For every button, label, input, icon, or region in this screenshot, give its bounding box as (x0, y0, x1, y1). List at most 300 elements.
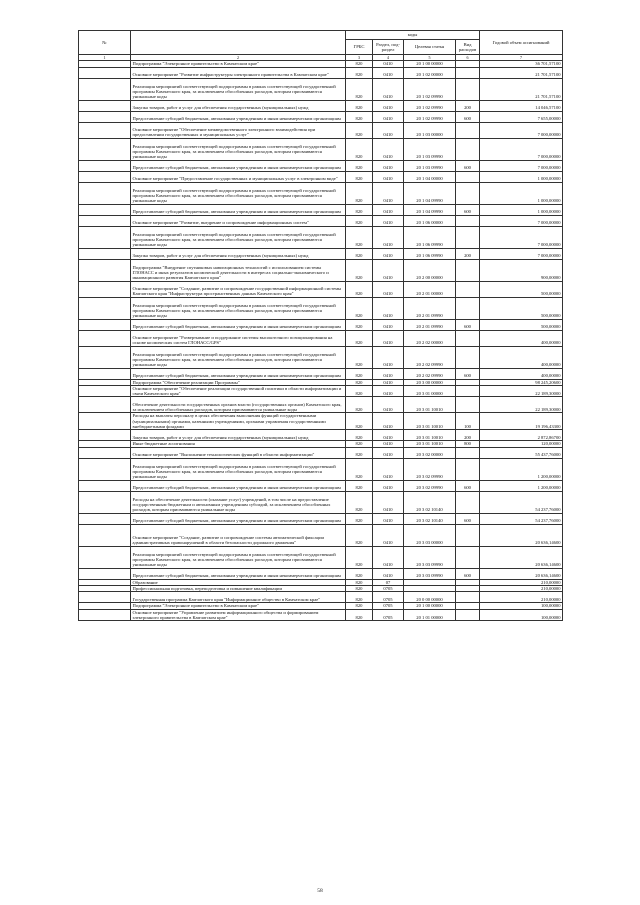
name-cell: Обеспечение деятельности государственных органов власти (государственных органов) Камчатского края, за исключением обособленных расходов, которым присваиваются уникальные коды (131, 397, 346, 413)
section-cell: 0410 (373, 171, 404, 182)
sum-cell: 19 196,43300 (480, 413, 563, 430)
header-section: Раздел, под-раздел (373, 40, 404, 55)
grbs-cell: 820 (346, 579, 373, 585)
target-cell: 20 3 03 00000 (404, 524, 456, 546)
sum-cell: 20 636,14600 (480, 524, 563, 546)
header-codes: коды (346, 31, 480, 40)
exptype-cell: 600 (456, 319, 480, 330)
grbs-cell: 820 (346, 100, 373, 111)
section-cell: 0410 (373, 122, 404, 138)
exptype-cell (456, 330, 480, 346)
target-cell: 20 1 04 09990 (404, 182, 456, 204)
target-cell: 20 2 01 09990 (404, 319, 456, 330)
name-cell: Основное мероприятие "Управление развитием информационного общества и формированием электронного правительства в Камчатском крае" (131, 609, 346, 621)
num-cell (79, 122, 131, 138)
section-cell: 0410 (373, 330, 404, 346)
exptype-cell (456, 122, 480, 138)
section-cell: 0410 (373, 568, 404, 579)
name-cell: Закупка товаров, работ и услуг для обеспечения государственных (муниципальных) нужд (131, 100, 346, 111)
sum-cell: 7 000,00000 (480, 226, 563, 248)
name-cell: Основное мероприятие "Выполнение технологических функций в области информатизации" (131, 447, 346, 458)
sum-cell: 900,00000 (480, 259, 563, 281)
section-cell: 0410 (373, 226, 404, 248)
name-cell: Иные бюджетные ассигнования (131, 441, 346, 447)
num-cell (79, 609, 131, 621)
exptype-cell (456, 259, 480, 281)
section-cell: 0410 (373, 61, 404, 67)
sum-cell: 55 437,76000 (480, 447, 563, 458)
table-row (79, 592, 563, 603)
table-row (79, 458, 563, 480)
grbs-cell: 820 (346, 447, 373, 458)
num-cell (79, 171, 131, 182)
target-cell: 20 1 04 09990 (404, 204, 456, 215)
target-cell: 20 1 02 00000 (404, 67, 456, 78)
table-row (79, 204, 563, 215)
section-cell: 0410 (373, 379, 404, 385)
section-cell: 0410 (373, 524, 404, 546)
table-row (79, 281, 563, 297)
exptype-cell (456, 226, 480, 248)
section-cell: 0410 (373, 182, 404, 204)
table-row (79, 248, 563, 259)
sum-cell: 100,00000 (480, 609, 563, 621)
grbs-cell: 820 (346, 603, 373, 609)
target-cell: 20 1 06 00000 (404, 215, 456, 226)
exptype-cell (456, 397, 480, 413)
num-cell (79, 160, 131, 171)
grbs-cell: 820 (346, 585, 373, 591)
name-cell: Предоставление субсидий бюджетным, автономным учреждениям и иным некоммерческим организациям (131, 319, 346, 330)
section-cell: 0410 (373, 430, 404, 441)
section-cell: 0410 (373, 215, 404, 226)
exptype-cell: 600 (456, 513, 480, 524)
grbs-cell: 820 (346, 171, 373, 182)
name-cell: Расходы на выплаты персоналу в целях обеспечения выполнения функций государственными (муниципальными) органами, казенными учреждениями, органами управления государственными внебюджетными фондами (131, 413, 346, 430)
section-cell: 0410 (373, 447, 404, 458)
table-row (79, 480, 563, 491)
target-cell: 20 3 01 00000 (404, 385, 456, 397)
sum-cell: 21 701,57100 (480, 78, 563, 100)
table-row (79, 413, 563, 430)
sum-cell: 1 200,00000 (480, 458, 563, 480)
table-row (79, 100, 563, 111)
exptype-cell (456, 592, 480, 603)
section-cell: 0410 (373, 546, 404, 568)
grbs-cell: 820 (346, 138, 373, 160)
table-row (79, 524, 563, 546)
sum-cell: 100,00000 (480, 603, 563, 609)
grbs-cell: 820 (346, 297, 373, 319)
exptype-cell: 100 (456, 413, 480, 430)
num-cell (79, 447, 131, 458)
sum-cell: 120,00000 (480, 441, 563, 447)
name-cell: Подпрограмма "Электронное правительство в Камчатском крае" (131, 61, 346, 67)
name-cell: Основное мероприятие "Обеспечение межведомственного электронного взаимодействия при предоставлении государственных и муниципальных услуг" (131, 122, 346, 138)
num-cell (79, 480, 131, 491)
num-cell (79, 568, 131, 579)
section-cell: 0410 (373, 297, 404, 319)
num-cell (79, 259, 131, 281)
target-cell: 20 3 01 10010 (404, 441, 456, 447)
target-cell: 20 1 02 09990 (404, 111, 456, 122)
name-cell: Основное мероприятие "Обеспечение реализации государственной политики в области информатизации и связи Камчатского края" (131, 385, 346, 397)
name-cell: Основное мероприятие "Развитие, внедрение и сопровождение информационных систем" (131, 215, 346, 226)
table-row (79, 171, 563, 182)
target-cell: 20 1 01 00000 (404, 609, 456, 621)
header-name (131, 31, 346, 55)
name-cell: Реализация мероприятий соответствующей подпрограммы в рамках соответствующей государственной программы Камчатского края, за исключением обособленных расходов, которым присваиваются уникальные коды (131, 78, 346, 100)
num-cell (79, 297, 131, 319)
section-cell: 0410 (373, 480, 404, 491)
section-cell: 0410 (373, 346, 404, 368)
grbs-cell: 820 (346, 160, 373, 171)
header-annual: Годовой объем ассигнований (480, 31, 563, 55)
section-cell: 0410 (373, 385, 404, 397)
grbs-cell: 820 (346, 513, 373, 524)
target-cell: 20 2 01 09990 (404, 297, 456, 319)
exptype-cell (456, 385, 480, 397)
exptype-cell (456, 78, 480, 100)
num-cell (79, 226, 131, 248)
exptype-cell: 600 (456, 368, 480, 379)
grbs-cell: 820 (346, 281, 373, 297)
exptype-cell: 200 (456, 100, 480, 111)
sum-cell: 98 245,20600 (480, 379, 563, 385)
grbs-cell: 820 (346, 441, 373, 447)
exptype-cell: 600 (456, 111, 480, 122)
sum-cell: 400,00000 (480, 368, 563, 379)
num-cell (79, 385, 131, 397)
name-cell: Расходы на обеспечение деятельности (оказание услуг) учреждений, в том числе на предоставление государственным бюджетным и автономным учреждениям субсидий, за исключением обособленных расходов, которым присваиваются уникальные коды (131, 491, 346, 513)
table-row (79, 430, 563, 441)
num-cell (79, 204, 131, 215)
num-cell (79, 67, 131, 78)
grbs-cell: 820 (346, 319, 373, 330)
section-cell: 0410 (373, 259, 404, 281)
table-row (79, 447, 563, 458)
num-cell (79, 430, 131, 441)
grbs-cell: 820 (346, 182, 373, 204)
section-cell: 0410 (373, 100, 404, 111)
sum-cell: 500,00000 (480, 297, 563, 319)
num-cell (79, 215, 131, 226)
section-cell: 0705 (373, 609, 404, 621)
exptype-cell (456, 491, 480, 513)
section-cell: 0705 (373, 592, 404, 603)
num-cell (79, 397, 131, 413)
name-cell: Подпрограмма "Внедрение спутниковых навигационных технологий с использованием системы ГЛОНАСС и иных результатов космической деятельности в интересах социально-экономического и инновационного развития Камчатского края" (131, 259, 346, 281)
num-cell (79, 524, 131, 546)
sum-cell: 7 000,00000 (480, 248, 563, 259)
grbs-cell: 820 (346, 413, 373, 430)
target-cell: 20 3 02 00000 (404, 447, 456, 458)
table-row (79, 122, 563, 138)
header-exptype: Вид расходов (456, 40, 480, 55)
table-row (79, 368, 563, 379)
sum-cell: 1 200,00000 (480, 480, 563, 491)
num-cell (79, 513, 131, 524)
num-cell (79, 330, 131, 346)
budget-table (78, 30, 563, 621)
sum-cell: 400,00000 (480, 330, 563, 346)
table-row (79, 226, 563, 248)
grbs-cell: 820 (346, 430, 373, 441)
grbs-cell: 820 (346, 346, 373, 368)
section-cell: 0410 (373, 413, 404, 430)
name-cell: Реализация мероприятий соответствующей подпрограммы в рамках соответствующей государственной программы Камчатского края, за исключением обособленных расходов, которым присваиваются уникальные коды (131, 458, 346, 480)
section-cell: 0410 (373, 491, 404, 513)
target-cell: 20 3 02 10140 (404, 491, 456, 513)
num-cell (79, 368, 131, 379)
num-cell (79, 491, 131, 513)
section-cell: 0410 (373, 160, 404, 171)
section-cell: 0410 (373, 368, 404, 379)
sum-cell: 54 237,76000 (480, 513, 563, 524)
exptype-cell (456, 67, 480, 78)
name-cell: Основное мероприятие "Создание, развитие и сопровождение государственной информационной системы Камчатского края "Инфраструктура пространственных данных Камчатского края" (131, 281, 346, 297)
target-cell: 20 3 02 10140 (404, 513, 456, 524)
grbs-cell: 820 (346, 397, 373, 413)
section-cell: 0410 (373, 281, 404, 297)
target-cell: 20 3 01 10010 (404, 397, 456, 413)
section-cell: 0410 (373, 319, 404, 330)
target-cell: 20 0 00 00000 (404, 592, 456, 603)
section-cell: 0410 (373, 204, 404, 215)
num-cell (79, 592, 131, 603)
grbs-cell: 820 (346, 259, 373, 281)
budget-document (78, 30, 562, 621)
exptype-cell (456, 215, 480, 226)
sum-cell: 7 000,00000 (480, 138, 563, 160)
exptype-cell (456, 458, 480, 480)
header-colnums: 1 2 3 4 5 6 7 (79, 55, 563, 61)
table-body (79, 61, 563, 621)
sum-cell: 54 237,76000 (480, 491, 563, 513)
exptype-cell (456, 346, 480, 368)
grbs-cell: 820 (346, 61, 373, 67)
sum-cell: 22 189,30000 (480, 385, 563, 397)
num-cell (79, 138, 131, 160)
section-cell: 07 (373, 579, 404, 585)
table-row (79, 346, 563, 368)
grbs-cell: 820 (346, 226, 373, 248)
table-row (79, 546, 563, 568)
target-cell: 20 2 02 00000 (404, 330, 456, 346)
target-cell: 20 1 02 09990 (404, 78, 456, 100)
section-cell: 0410 (373, 441, 404, 447)
sum-cell: 7 000,00000 (480, 160, 563, 171)
name-cell: Реализация мероприятий соответствующей подпрограммы в рамках соответствующей государственной программы Камчатского края, за исключением обособленных расходов, которым присваиваются уникальные коды (131, 546, 346, 568)
target-cell: 20 1 02 09990 (404, 100, 456, 111)
table-row (79, 330, 563, 346)
num-cell (79, 413, 131, 430)
name-cell: Подпрограмма "Обеспечение реализации Программы" (131, 379, 346, 385)
exptype-cell: 200 (456, 248, 480, 259)
target-cell: 20 2 00 00000 (404, 259, 456, 281)
target-cell: 20 3 00 00000 (404, 379, 456, 385)
target-cell: 20 3 02 09990 (404, 458, 456, 480)
sum-cell: 210,00000 (480, 585, 563, 591)
exptype-cell (456, 297, 480, 319)
target-cell: 20 3 01 10010 (404, 430, 456, 441)
table-row (79, 397, 563, 413)
grbs-cell: 820 (346, 568, 373, 579)
grbs-cell: 820 (346, 609, 373, 621)
section-cell: 0410 (373, 138, 404, 160)
header-target: Целевая статья (404, 40, 456, 55)
num-cell (79, 458, 131, 480)
table-row (79, 513, 563, 524)
exptype-cell (456, 182, 480, 204)
name-cell: Образование (131, 579, 346, 585)
section-cell: 0410 (373, 248, 404, 259)
exptype-cell (456, 171, 480, 182)
header-num: № (79, 31, 131, 55)
target-cell: 20 1 00 00000 (404, 61, 456, 67)
num-cell (79, 248, 131, 259)
sum-cell: 21 701,57100 (480, 67, 563, 78)
name-cell: Предоставление субсидий бюджетным, автономным учреждениям и иным некоммерческим организациям (131, 480, 346, 491)
target-cell: 20 3 03 09990 (404, 546, 456, 568)
table-row (79, 491, 563, 513)
name-cell: Предоставление субсидий бюджетным, автономным учреждениям и иным некоммерческим организациям (131, 568, 346, 579)
name-cell: Основное мероприятие "Развитие инфраструктуры электронного правительства в Камчатском крае" (131, 67, 346, 78)
section-cell: 0410 (373, 78, 404, 100)
num-cell (79, 182, 131, 204)
target-cell: 20 1 03 00000 (404, 122, 456, 138)
name-cell: Подпрограмма "Электронное правительство в Камчатском крае" (131, 603, 346, 609)
sum-cell: 500,00000 (480, 281, 563, 297)
num-cell (79, 346, 131, 368)
name-cell: Закупка товаров, работ и услуг для обеспечения государственных (муниципальных) нужд (131, 248, 346, 259)
table-row (79, 138, 563, 160)
name-cell: Реализация мероприятий соответствующей подпрограммы в рамках соответствующей государственной программы Камчатского края, за исключением обособленных расходов, которым присваиваются уникальные коды (131, 138, 346, 160)
name-cell: Реализация мероприятий соответствующей подпрограммы в рамках соответствующей государственной программы Камчатского края, за исключением обособленных расходов, которым присваиваются уникальные коды (131, 346, 346, 368)
name-cell: Предоставление субсидий бюджетным, автономным учреждениям и иным некоммерческим организациям (131, 513, 346, 524)
target-cell: 20 2 02 09990 (404, 346, 456, 368)
target-cell: 20 2 01 00000 (404, 281, 456, 297)
exptype-cell: 200 (456, 430, 480, 441)
grbs-cell: 820 (346, 385, 373, 397)
sum-cell: 1 000,00000 (480, 171, 563, 182)
sum-cell: 2 872,86700 (480, 430, 563, 441)
table-row (79, 215, 563, 226)
num-cell (79, 281, 131, 297)
name-cell: Государственная программа Камчатского края "Информационное общество в Камчатском крае" (131, 592, 346, 603)
grbs-cell: 820 (346, 204, 373, 215)
target-cell: 20 1 04 00000 (404, 171, 456, 182)
name-cell: Предоставление субсидий бюджетным, автономным учреждениям и иным некоммерческим организациям (131, 111, 346, 122)
table-row (79, 609, 563, 621)
grbs-cell: 820 (346, 78, 373, 100)
name-cell: Реализация мероприятий соответствующей подпрограммы в рамках соответствующей государственной программы Камчатского края, за исключением обособленных расходов, которым присваиваются уникальные коды (131, 226, 346, 248)
target-cell: 20 1 06 09990 (404, 226, 456, 248)
name-cell: Реализация мероприятий соответствующей подпрограммы в рамках соответствующей государственной программы Камчатского края, за исключением обособленных расходов, которым присваиваются уникальные коды (131, 297, 346, 319)
grbs-cell: 820 (346, 458, 373, 480)
grbs-cell: 820 (346, 546, 373, 568)
grbs-cell: 820 (346, 491, 373, 513)
grbs-cell: 820 (346, 524, 373, 546)
num-cell (79, 319, 131, 330)
exptype-cell: 600 (456, 480, 480, 491)
sum-cell: 20 636,14600 (480, 546, 563, 568)
target-cell: 20 2 02 09990 (404, 368, 456, 379)
exptype-cell (456, 546, 480, 568)
exptype-cell: 600 (456, 160, 480, 171)
num-cell (79, 546, 131, 568)
name-cell: Профессиональная подготовка, переподготовка и повышение квалификации (131, 585, 346, 591)
grbs-cell: 820 (346, 111, 373, 122)
sum-cell: 1 000,00000 (480, 182, 563, 204)
section-cell: 0410 (373, 397, 404, 413)
table-row (79, 78, 563, 100)
sum-cell: 7 000,00000 (480, 215, 563, 226)
sum-cell: 210,00000 (480, 579, 563, 585)
section-cell: 0410 (373, 67, 404, 78)
name-cell: Основное мероприятие "Создание, развитие и сопровождение системы автоматической фиксации административных правонарушений в области безопасности дорожного движения" (131, 524, 346, 546)
table-row (79, 568, 563, 579)
sum-cell: 7 655,00000 (480, 111, 563, 122)
grbs-cell: 820 (346, 379, 373, 385)
exptype-cell: 800 (456, 441, 480, 447)
target-cell: 20 1 00 00000 (404, 603, 456, 609)
exptype-cell (456, 447, 480, 458)
name-cell: Основное мероприятие "Предоставление государственных и муниципальных услуг в электронном виде" (131, 171, 346, 182)
section-cell: 0705 (373, 603, 404, 609)
sum-cell: 1 000,00000 (480, 204, 563, 215)
grbs-cell: 820 (346, 122, 373, 138)
num-cell (79, 100, 131, 111)
sum-cell: 20 636,14600 (480, 568, 563, 579)
section-cell: 0410 (373, 513, 404, 524)
table-row (79, 319, 563, 330)
name-cell: Закупка товаров, работ и услуг для обеспечения государственных (муниципальных) нужд (131, 430, 346, 441)
grbs-cell: 820 (346, 215, 373, 226)
target-cell: 20 1 03 09990 (404, 138, 456, 160)
sum-cell: 210,00000 (480, 592, 563, 603)
grbs-cell: 820 (346, 368, 373, 379)
sum-cell: 500,00000 (480, 319, 563, 330)
table-row (79, 297, 563, 319)
target-cell: 20 1 03 09990 (404, 160, 456, 171)
table-row (79, 385, 563, 397)
page-number: 58 (317, 888, 323, 894)
header-grbs: ГРБС (346, 40, 373, 55)
sum-cell: 7 000,00000 (480, 122, 563, 138)
exptype-cell (456, 138, 480, 160)
table-row (79, 111, 563, 122)
section-cell: 0705 (373, 585, 404, 591)
target-cell: 20 3 01 10010 (404, 413, 456, 430)
table-row (79, 182, 563, 204)
sum-cell: 22 189,30000 (480, 397, 563, 413)
grbs-cell: 820 (346, 248, 373, 259)
exptype-cell (456, 609, 480, 621)
grbs-cell: 820 (346, 67, 373, 78)
exptype-cell: 600 (456, 568, 480, 579)
target-cell: 20 1 06 09990 (404, 248, 456, 259)
name-cell: Предоставление субсидий бюджетным, автономным учреждениям и иным некоммерческим организациям (131, 368, 346, 379)
exptype-cell (456, 524, 480, 546)
target-cell: 20 3 02 09990 (404, 480, 456, 491)
name-cell: Реализация мероприятий соответствующей подпрограммы в рамках соответствующей государственной программы Камчатского края, за исключением обособленных расходов, которым присваиваются уникальные коды (131, 182, 346, 204)
grbs-cell: 820 (346, 330, 373, 346)
table-row (79, 67, 563, 78)
grbs-cell: 820 (346, 480, 373, 491)
num-cell (79, 78, 131, 100)
table-row (79, 160, 563, 171)
